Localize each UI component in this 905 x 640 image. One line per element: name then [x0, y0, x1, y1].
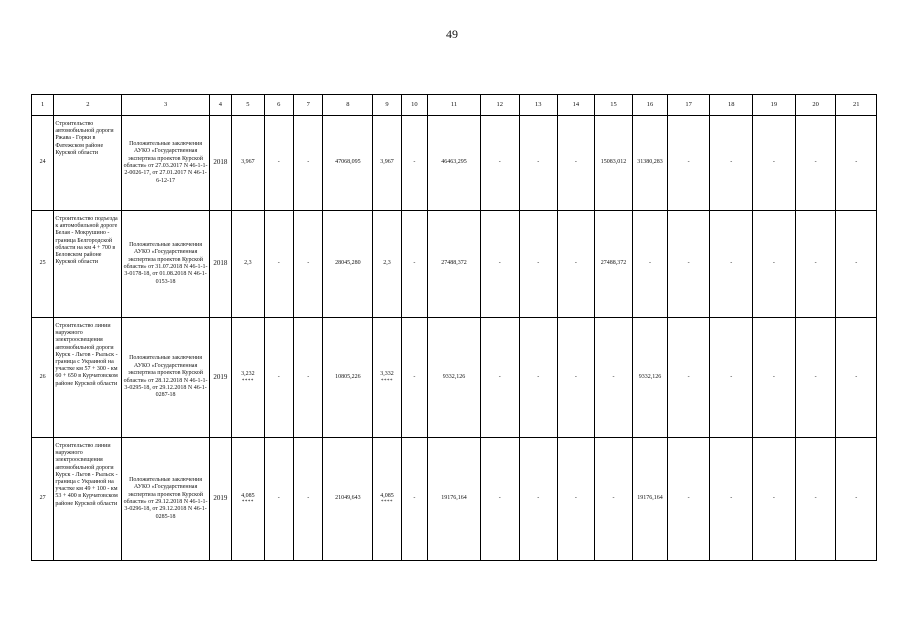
header-cell: 4 [209, 95, 231, 116]
header-cell: 11 [428, 95, 481, 116]
value-cell: - [401, 211, 427, 318]
value-cell: - [667, 116, 710, 211]
capacity-cell [232, 318, 265, 438]
value-cell: - [836, 438, 877, 561]
value-cell: - [795, 211, 836, 318]
value-cell: - [480, 318, 519, 438]
year-cell: 2018 [209, 211, 231, 318]
row-number: 24 [32, 116, 54, 211]
value-cell: - [294, 318, 323, 438]
value-cell: - [753, 211, 796, 318]
capacity-value: 4,085 [380, 492, 394, 499]
header-cell: 3 [122, 95, 209, 116]
value-cell: 47068,095 [323, 116, 373, 211]
value-cell: - [480, 116, 519, 211]
approval-basis: Положительные заключения АУКО «Государственная экспертиза проектов Курской области» от 27.03.2017 N 46-1-1-2-0026-17, от 27.01.2017 N 46-1-6-12-17 [122, 116, 209, 211]
table-row [32, 211, 877, 318]
capacity-cell [373, 438, 401, 561]
value-cell: - [594, 438, 633, 561]
value-cell: - [753, 438, 796, 561]
header-cell: 2 [54, 95, 122, 116]
value-cell: 9332,126 [428, 318, 481, 438]
header-cell: 21 [836, 95, 877, 116]
capacity-value: 3,967 [380, 159, 394, 166]
year-cell: 2019 [209, 318, 231, 438]
table-row [32, 318, 877, 438]
approval-basis: Положительные заключения АУКО «Государственная экспертиза проектов Курской области» от 31.07.2018 N 46-1-1-3-0178-18, от 01.08.2018 N 46-1-0153-18 [122, 211, 209, 318]
capacity-cell [373, 318, 401, 438]
header-cell: 12 [480, 95, 519, 116]
value-cell: - [667, 318, 710, 438]
header-cell: 6 [264, 95, 293, 116]
footnote-mark: **** [241, 500, 254, 506]
table-row [32, 438, 877, 561]
value-cell: - [836, 116, 877, 211]
header-cell: 16 [633, 95, 668, 116]
header-row [32, 95, 877, 116]
value-cell: 9332,126 [633, 318, 668, 438]
value-cell: 21049,643 [323, 438, 373, 561]
value-cell: - [667, 438, 710, 561]
header-cell: 19 [753, 95, 796, 116]
value-cell: - [594, 318, 633, 438]
capacity-value: 2,3 [244, 260, 252, 267]
capacity-value: 4,085 [241, 492, 255, 499]
capacity-value: 3,967 [241, 159, 255, 166]
value-cell: - [401, 318, 427, 438]
value-cell: - [558, 318, 595, 438]
footnote-mark: **** [241, 378, 254, 384]
row-number: 26 [32, 318, 54, 438]
capacity-cell [373, 116, 401, 211]
value-cell: - [710, 211, 753, 318]
header-cell: 7 [294, 95, 323, 116]
row-number: 27 [32, 438, 54, 561]
value-cell: 28045,280 [323, 211, 373, 318]
value-cell: 27488,372 [428, 211, 481, 318]
value-cell: 19176,164 [633, 438, 668, 561]
value-cell: - [264, 116, 293, 211]
value-cell: - [519, 438, 558, 561]
header-cell: 20 [795, 95, 836, 116]
object-name: Строительство линии наружного электроосвещения автомобильной дороги Курск - Льгов - Рыльск - граница с Украиной на участке км 49 + 100 - км 53 + 400 в Курчатовском районе Курской области [54, 438, 122, 561]
capacity-cell [373, 211, 401, 318]
value-cell: 27488,372 [594, 211, 633, 318]
object-name: Строительство линии наружного электроосвещения автомобильной дороги Курск - Льгов - Рыльск - граница с Украиной на участке км 57 + 300 - км 60 + 650 в Курчатовском районе Курской области [54, 318, 122, 438]
value-cell: - [480, 211, 519, 318]
value-cell: 31380,283 [633, 116, 668, 211]
value-cell: - [294, 438, 323, 561]
value-cell: - [519, 318, 558, 438]
header-cell: 15 [594, 95, 633, 116]
header-cell: 1 [32, 95, 54, 116]
value-cell: - [710, 438, 753, 561]
value-cell: 10805,226 [323, 318, 373, 438]
value-cell: - [710, 318, 753, 438]
value-cell: - [633, 211, 668, 318]
footnote-mark: **** [380, 500, 393, 506]
header-cell: 5 [232, 95, 265, 116]
value-cell: - [558, 211, 595, 318]
value-cell: 46463,295 [428, 116, 481, 211]
capacity-value: 3,332 [380, 371, 394, 378]
year-cell: 2018 [209, 116, 231, 211]
value-cell: - [264, 211, 293, 318]
object-name: Строительство подъезда к автомобильной дороге Белая - Мокрушино - граница Белгородской области на км 4 + 700 в Беловском районе Курской области [54, 211, 122, 318]
value-cell: - [294, 211, 323, 318]
value-cell: - [667, 211, 710, 318]
value-cell: - [795, 116, 836, 211]
header-cell: 8 [323, 95, 373, 116]
value-cell: - [264, 438, 293, 561]
value-cell: - [264, 318, 293, 438]
header-cell: 13 [519, 95, 558, 116]
value-cell: - [795, 318, 836, 438]
header-cell: 10 [401, 95, 427, 116]
capacity-cell [232, 438, 265, 561]
object-name: Строительство автомобильной дороги Ржава - Горки в Фатежском районе Курской области [54, 116, 122, 211]
header-cell: 18 [710, 95, 753, 116]
approval-basis: Положительные заключения АУКО «Государственная экспертиза проектов Курской области» от 29.12.2018 N 46-1-1-3-0296-18, от 29.12.2018 N 46-1-0285-18 [122, 438, 209, 561]
header-cell: 14 [558, 95, 595, 116]
row-number: 25 [32, 211, 54, 318]
value-cell: - [401, 438, 427, 561]
approval-basis: Положительные заключения АУКО «Государственная экспертиза проектов Курской области» от 28.12.2018 N 46-1-1-3-0295-18, от 29.12.2018 N 46-1-0287-18 [122, 318, 209, 438]
investment-table [31, 94, 877, 561]
header-cell: 9 [373, 95, 401, 116]
year-cell: 2019 [209, 438, 231, 561]
value-cell: - [294, 116, 323, 211]
footnote-mark: **** [380, 378, 393, 384]
value-cell: - [753, 318, 796, 438]
value-cell: - [401, 116, 427, 211]
header-cell: 17 [667, 95, 710, 116]
capacity-cell [232, 211, 265, 318]
value-cell: - [836, 318, 877, 438]
capacity-value: 2,3 [383, 260, 391, 267]
value-cell: 15083,012 [594, 116, 633, 211]
value-cell: - [836, 211, 877, 318]
value-cell: 19176,164 [428, 438, 481, 561]
value-cell: - [710, 116, 753, 211]
capacity-cell [232, 116, 265, 211]
value-cell: - [519, 211, 558, 318]
value-cell: - [558, 116, 595, 211]
value-cell: - [519, 116, 558, 211]
page-number: 49 [446, 27, 458, 41]
value-cell: - [795, 438, 836, 561]
value-cell: - [753, 116, 796, 211]
value-cell: - [480, 438, 519, 561]
table-row [32, 116, 877, 211]
capacity-value: 3,232 [241, 371, 255, 378]
value-cell: - [558, 438, 595, 561]
